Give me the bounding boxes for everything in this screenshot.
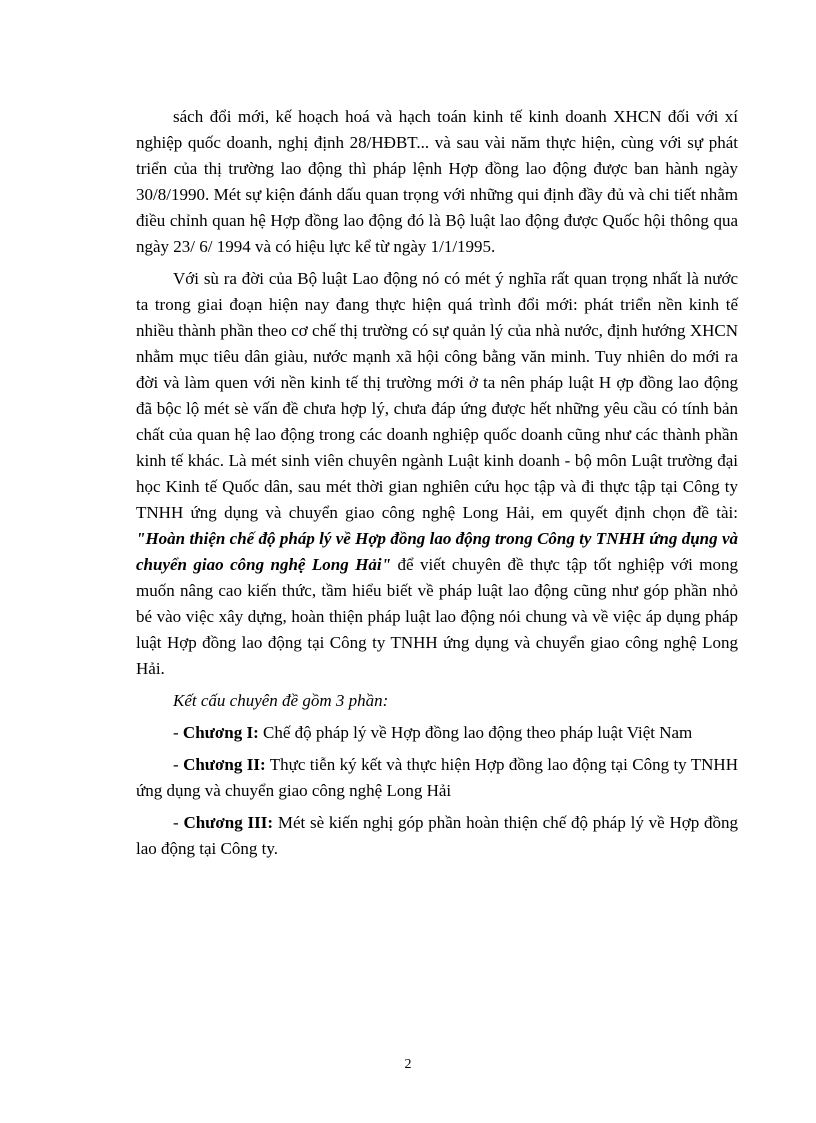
chapter-1-text: Chế độ pháp lý về Hợp đồng lao động theo pháp luật Việt Nam [258,723,693,742]
chapter-2-item [136,752,738,804]
paragraph-1: sách đổi mới, kế hoạch hoá và hạch toán kinh tế kinh doanh XHCN đối với xí nghiệp quốc doanh, nghị định 28/HĐBT... và sau vài năm thực hiện, cùng với sự phát triển của thị trường lao động thì pháp lệnh Hợp đồng lao động được ban hành ngày 30/8/1990. Mét sự kiện đánh dấu quan trọng với những qui định đầy đủ và chi tiết nhằm điều chỉnh quan hệ Hợp đồng lao động đó là Bộ luật lao động được Quốc hội thông qua ngày 23/ 6/ 1994 và có hiệu lực kể từ ngày 1/1/1995. [136,107,738,256]
chapter-3-text: Mét sè kiến nghị góp phần hoàn thiện chế độ pháp lý về Hợp đồng lao động tại Công ty. [136,813,739,858]
chapter-1-prefix: - [173,723,183,742]
chapter-1-item [136,720,738,746]
chapter-2-label: Chương II: [183,755,266,774]
structure-intro: Kết cấu chuyên đề gồm 3 phần: [173,691,389,710]
paragraph-2-end: để viết chuyên đề thực tập tốt nghiệp với mong muốn nâng cao kiến thức, tầm hiểu biết về pháp luật lao động cũng như góp phần nhỏ bé vào việc xây dựng, hoàn thiện pháp luật lao động nói chung và về việc áp dụng pháp luật Hợp đồng lao động tại Công ty TNHH ứng dụng và chuyển giao công nghệ Long Hải. [136,555,738,678]
chapter-1-label: Chương I: [182,723,259,742]
paragraph-2-start: Với sù ra đời của Bộ luật Lao động nó có mét ý nghĩa rất quan trọng nhất là nước ta trong giai đoạn hiện nay đang thực hiện quá trình đổi mới: phát triển nền kinh tế nhiều thành phần theo cơ chế thị trường có sự quản lý của nhà nước, định hướng XHCN nhằm mục tiêu dân giàu, nước mạnh xã hội công bằng văn minh. Tuy nhiên do mới ra đời và làm quen với nền kinh tế thị trường mới ở ta nên pháp luật H ợp đồng lao động đã bộc lộ mét sè vấn đề chưa hợp lý, chưa đáp ứng được hết những yêu cầu có tính bản chất của quan hệ lao động trong các doanh nghiệp quốc doanh cũng như các thành phần kinh tế khác. Là mét sinh viên chuyên ngành Luật kinh doanh - bộ môn Luật trường đại học Kinh tế Quốc dân, sau mét thời gian nghiên cứu học tập và đi thực tập tại Công ty TNHH ứng dụng và chuyển giao công nghệ Long Hải, em quyết định chọn đề tài: [136,269,738,522]
chapter-3-prefix: - [173,813,184,832]
body-text [136,104,738,868]
page-number: 2 [404,1057,412,1072]
chapter-2-text: Thực tiễn ký kết và thực hiện Hợp đồng lao động tại Công ty TNHH ứng dụng và chuyển giao công nghệ Long Hải [136,755,738,800]
chapter-3-label: Chương III: [183,813,274,832]
chapter-2-prefix: - [173,755,184,774]
paragraph-2 [136,266,738,682]
chapter-3-item [136,810,738,862]
thesis-title: "Hoàn thiện chế độ pháp lý về Hợp đồng lao động trong Công ty TNHH ứng dụng và chuyển giao công nghệ Long Hải" [136,529,738,574]
